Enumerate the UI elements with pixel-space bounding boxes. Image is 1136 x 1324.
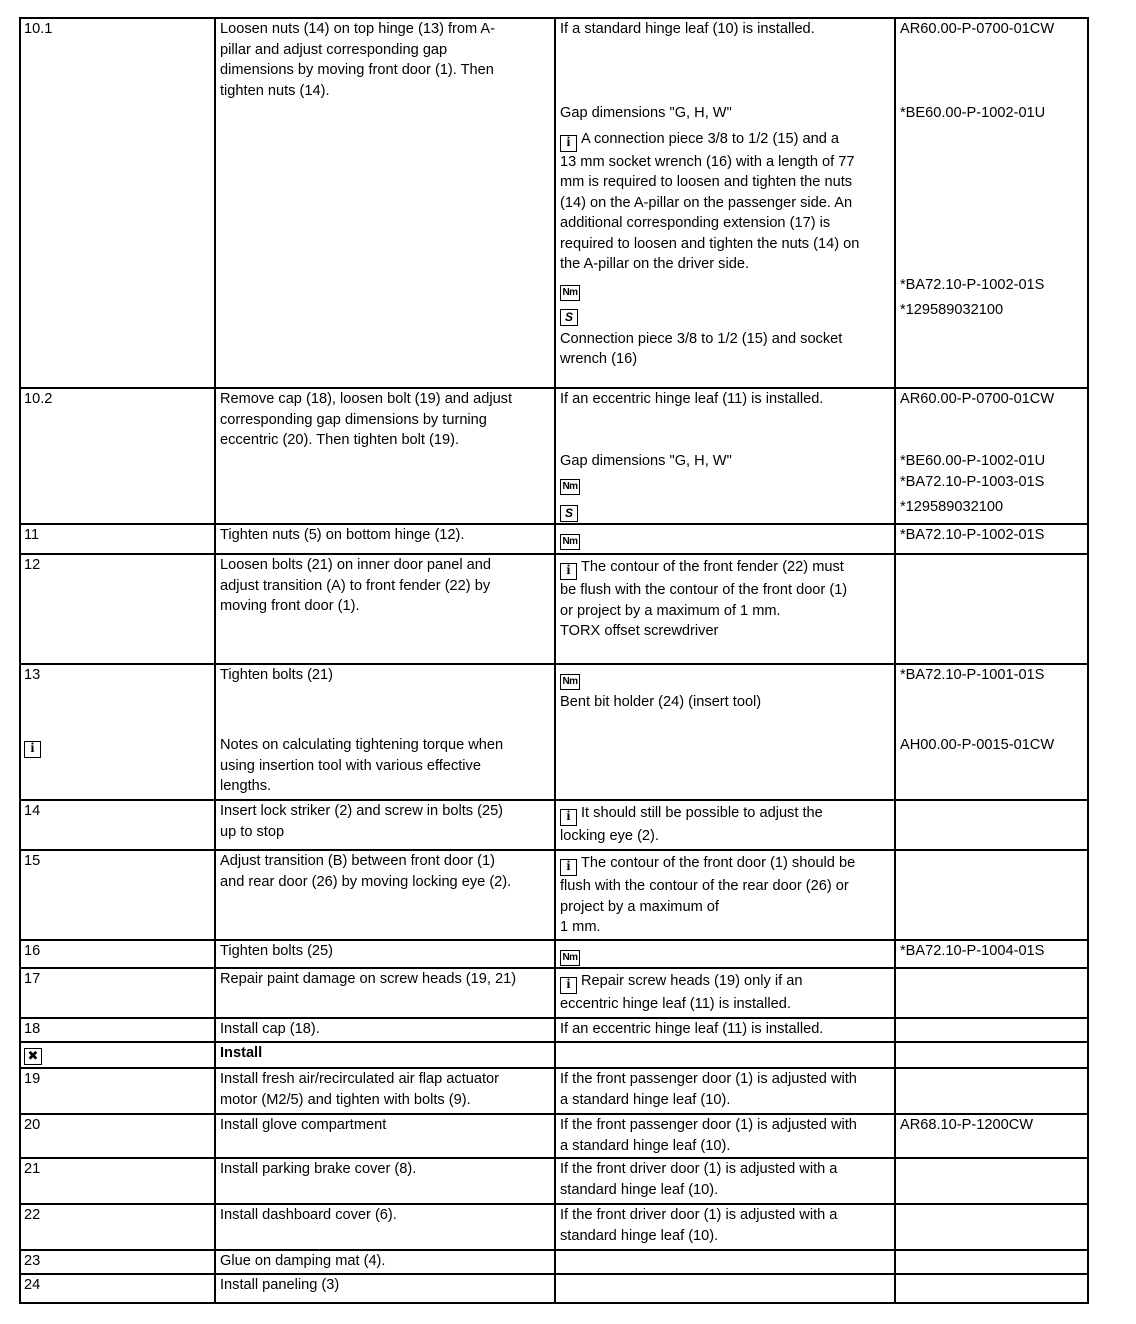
action-cell: Install fresh air/recirculated air flap actuator motor (M2/5) and tighten with bolts (9). (214, 1067, 555, 1113)
table-row (19, 1157, 1089, 1203)
step-number: 22 (19, 1203, 216, 1249)
special-tool-icon: S (560, 309, 578, 326)
action-cell: Tighten bolts (21) Notes on calculating tightening torque when using insertion tool with various effective lengths. (214, 663, 555, 799)
notes-cell: Nm Bent bit holder (24) (insert tool) (554, 663, 895, 799)
table-row (19, 1249, 1089, 1273)
reference-cell (894, 1249, 1089, 1273)
table-row (19, 1203, 1089, 1249)
table-row (19, 17, 1089, 387)
reference-cell[interactable]: *BA72.10-P-1001-01S AH00.00-P-0015-01CW (894, 663, 1089, 799)
step-number: 10.2 (19, 387, 216, 523)
reference-cell[interactable]: AR60.00-P-0700-01CW *BE60.00-P-1002-01U *BA72.10-P-1002-01S *129589032100 (894, 17, 1089, 387)
info-icon: i (560, 859, 577, 876)
section-title: Install (214, 1041, 555, 1067)
action-cell: Tighten bolts (25) (214, 939, 555, 967)
step-number: 15 (19, 849, 216, 939)
reference-cell (894, 553, 1089, 663)
info-icon: i (560, 809, 577, 826)
action-cell: Insert lock striker (2) and screw in bolts (25) up to stop (214, 799, 555, 849)
reference-cell (894, 1041, 1089, 1067)
info-icon: i (560, 977, 577, 994)
step-number: 12 (19, 553, 216, 663)
action-cell: Install glove compartment (214, 1113, 555, 1157)
step-number: 21 (19, 1157, 216, 1203)
reference-cell[interactable]: AR60.00-P-0700-01CW *BE60.00-P-1002-01U *BA72.10-P-1003-01S *129589032100 (894, 387, 1089, 523)
notes-cell: i The contour of the front fender (22) must be flush with the contour of the front door (1) or project by a maximum of 1 mm. TORX offset screwdriver (554, 553, 895, 663)
notes-cell: If the front passenger door (1) is adjusted with a standard hinge leaf (10). (554, 1067, 895, 1113)
reference-cell[interactable]: *BA72.10-P-1002-01S (894, 523, 1089, 553)
torque-nm-icon: Nm (560, 950, 580, 966)
info-icon: i (560, 563, 577, 580)
step-number: 24 (19, 1273, 216, 1304)
table-row (19, 939, 1089, 967)
torque-nm-icon: Nm (560, 479, 580, 495)
reference-cell (894, 1203, 1089, 1249)
special-tool-icon: S (560, 505, 578, 522)
notes-cell (554, 1249, 895, 1273)
install-icon: ✖ (24, 1048, 42, 1065)
table-row (19, 553, 1089, 663)
step-number: 13 i (19, 663, 216, 799)
step-number: 19 (19, 1067, 216, 1113)
table-row (19, 1017, 1089, 1041)
table-row (19, 1113, 1089, 1157)
step-number: 14 (19, 799, 216, 849)
procedure-table (19, 17, 1089, 1304)
table-row (19, 1273, 1089, 1304)
info-icon: i (560, 135, 577, 152)
step-number: 11 (19, 523, 216, 553)
notes-cell (554, 523, 895, 553)
notes-cell: i Repair screw heads (19) only if an eccentric hinge leaf (11) is installed. (554, 967, 895, 1017)
action-cell: Tighten nuts (5) on bottom hinge (12). (214, 523, 555, 553)
table-row (19, 967, 1089, 1017)
notes-cell (554, 1273, 895, 1304)
step-number: 16 (19, 939, 216, 967)
info-icon: i (24, 741, 41, 758)
step-number: 23 (19, 1249, 216, 1273)
reference-cell (894, 849, 1089, 939)
notes-cell: If the front driver door (1) is adjusted with a standard hinge leaf (10). (554, 1203, 895, 1249)
torque-nm-icon: Nm (560, 674, 580, 690)
notes-cell: i It should still be possible to adjust the locking eye (2). (554, 799, 895, 849)
action-cell: Remove cap (18), loosen bolt (19) and adjust corresponding gap dimensions by turning eccentric (20). Then tighten bolt (19). (214, 387, 555, 523)
action-cell: Loosen bolts (21) on inner door panel and adjust transition (A) to front fender (22) by moving front door (1). (214, 553, 555, 663)
action-cell: Repair paint damage on screw heads (19, 21) (214, 967, 555, 1017)
notes-cell: If a standard hinge leaf (10) is installed. Gap dimensions "G, H, W" i A connection piece 3/8 to 1/2 (15) and a 13 mm socket wrench (16) with a length of 77 mm is required to loosen and tighten the nuts (14) on the A-pillar on the passenger side. An additional corresponding extension (17) is required to loosen and tighten the nuts (14) on the A-pillar on the driver side. Nm S Connection piece 3/8 to 1/2 (15) and socket wrench (16) (554, 17, 895, 387)
step-number: 18 (19, 1017, 216, 1041)
reference-cell (894, 799, 1089, 849)
reference-cell[interactable]: *BA72.10-P-1004-01S (894, 939, 1089, 967)
notes-cell: If an eccentric hinge leaf (11) is installed. (554, 1017, 895, 1041)
table-row (19, 663, 1089, 799)
reference-cell (894, 1157, 1089, 1203)
table-row (19, 387, 1089, 523)
action-cell: Install parking brake cover (8). (214, 1157, 555, 1203)
notes-cell: i The contour of the front door (1) should be flush with the contour of the rear door (26) or project by a maximum of 1 mm. (554, 849, 895, 939)
torque-nm-icon: Nm (560, 534, 580, 550)
step-number (19, 1041, 216, 1067)
action-cell: Install dashboard cover (6). (214, 1203, 555, 1249)
table-row (19, 799, 1089, 849)
torque-nm-icon: Nm (560, 285, 580, 301)
notes-cell (554, 1041, 895, 1067)
reference-cell (894, 1067, 1089, 1113)
notes-cell: If the front driver door (1) is adjusted with a standard hinge leaf (10). (554, 1157, 895, 1203)
action-cell: Install cap (18). (214, 1017, 555, 1041)
table-row (19, 1067, 1089, 1113)
table-row (19, 849, 1089, 939)
action-cell: Loosen nuts (14) on top hinge (13) from A- pillar and adjust corresponding gap dimensions by moving front door (1). Then tighten nuts (14). (214, 17, 555, 387)
action-cell: Glue on damping mat (4). (214, 1249, 555, 1273)
action-cell: Adjust transition (B) between front door (1) and rear door (26) by moving locking eye (2). (214, 849, 555, 939)
section-header-row (19, 1041, 1089, 1067)
reference-cell (894, 1017, 1089, 1041)
reference-cell[interactable]: AR68.10-P-1200CW (894, 1113, 1089, 1157)
notes-cell: If the front passenger door (1) is adjusted with a standard hinge leaf (10). (554, 1113, 895, 1157)
reference-cell (894, 967, 1089, 1017)
reference-cell (894, 1273, 1089, 1304)
notes-cell: If an eccentric hinge leaf (11) is installed. Gap dimensions "G, H, W" Nm S (554, 387, 895, 523)
step-number: 20 (19, 1113, 216, 1157)
table-row (19, 523, 1089, 553)
step-number: 10.1 (19, 17, 216, 387)
step-number: 17 (19, 967, 216, 1017)
notes-cell (554, 939, 895, 967)
action-cell: Install paneling (3) (214, 1273, 555, 1304)
